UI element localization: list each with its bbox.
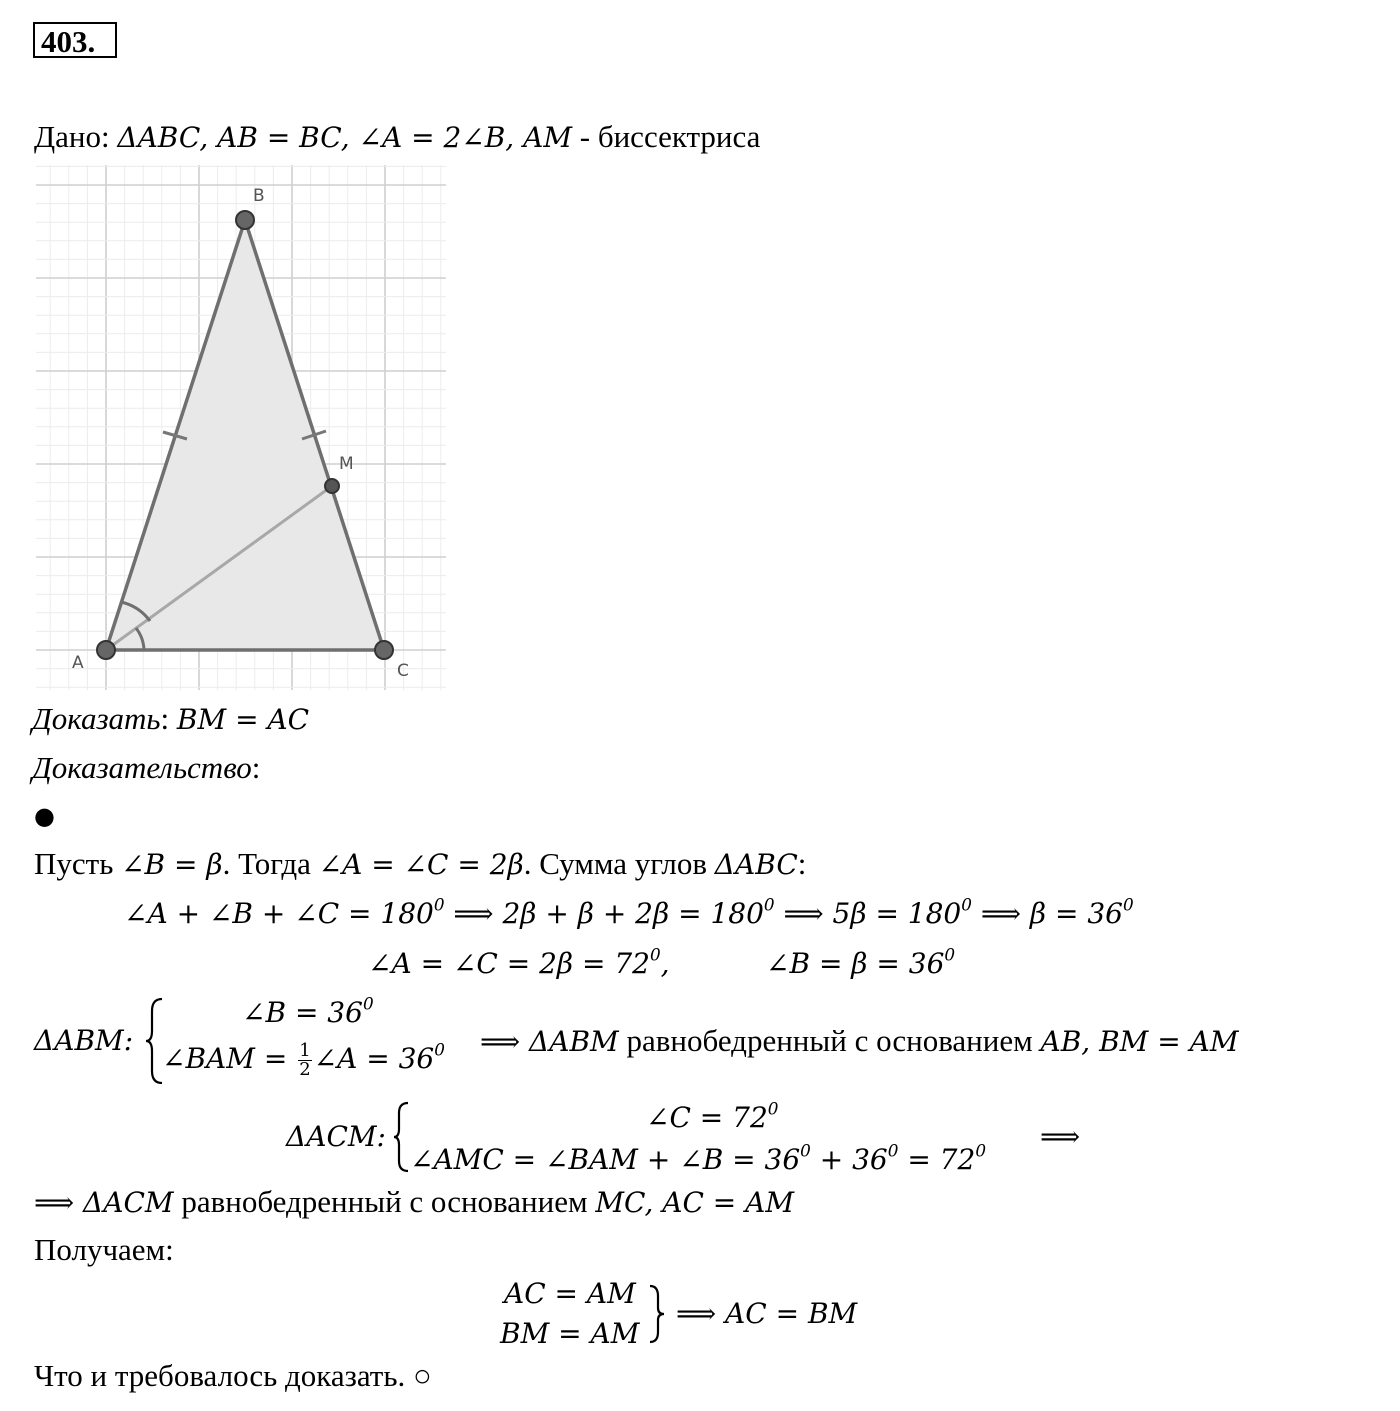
final-line1: AC = AM bbox=[504, 1277, 636, 1310]
eq1-deg-b: 0 bbox=[763, 894, 775, 915]
triangle-fill bbox=[106, 220, 384, 650]
abm-line1-text: ∠B = 36 bbox=[242, 996, 363, 1029]
proof-label: Доказательство bbox=[32, 750, 252, 785]
acm-label: ΔACM: bbox=[286, 1120, 386, 1153]
triangle-figure bbox=[36, 165, 446, 690]
final-result: ⟹ AC = BM bbox=[676, 1297, 858, 1330]
abm-label: ΔABM: bbox=[34, 1024, 134, 1057]
equation-angle-b bbox=[766, 946, 955, 982]
problem-number: 403. bbox=[33, 22, 117, 58]
label-m: M bbox=[339, 454, 354, 474]
eq2-comma: , bbox=[660, 947, 670, 980]
abm-line2-deg: 0 bbox=[434, 1039, 445, 1060]
eq1-part-d: ⟹ β = 36 bbox=[971, 897, 1123, 930]
eq1-deg-a: 0 bbox=[433, 894, 445, 915]
step1-math-1: ∠B = β bbox=[121, 848, 223, 881]
acm-line2-a: ∠AMC = ∠BAM + ∠B = 36 bbox=[410, 1143, 801, 1176]
step1-text-1: Пусть bbox=[34, 846, 122, 881]
abm-line2-a: ∠BAM = bbox=[162, 1042, 297, 1075]
prove-label: Доказать bbox=[32, 701, 161, 736]
acm-result-math-2: MC, AC = AM bbox=[595, 1186, 795, 1219]
acm-result-text: равнобедренный с основанием bbox=[173, 1184, 596, 1219]
given-suffix: - биссектриса bbox=[572, 119, 761, 154]
label-b: B bbox=[253, 186, 265, 206]
label-c: C bbox=[397, 661, 409, 681]
abm-text: равнобедренный с основанием bbox=[618, 1023, 1041, 1058]
proof-label-line: Доказательство: bbox=[32, 750, 261, 785]
abm-implies: ⟹ ΔABM bbox=[480, 1025, 619, 1058]
step1-line bbox=[34, 846, 806, 883]
eq1-part-c: ⟹ 5β = 180 bbox=[774, 897, 962, 930]
eq1-part-b: ⟹ 2β + β + 2β = 180 bbox=[444, 897, 764, 930]
acm-line2-c: = 72 bbox=[898, 1143, 976, 1176]
eq1-deg-d: 0 bbox=[1122, 894, 1134, 915]
abm-conclusion bbox=[480, 1023, 1239, 1060]
point-c bbox=[375, 641, 393, 659]
point-a bbox=[97, 641, 115, 659]
label-a: A bbox=[72, 653, 84, 673]
eq1-deg-c: 0 bbox=[961, 894, 972, 915]
abm-line1-deg: 0 bbox=[362, 993, 374, 1014]
eq2-deg-a: 0 bbox=[649, 944, 661, 965]
abm-fraction bbox=[298, 1042, 311, 1079]
step1-text-3: . Сумма углов bbox=[523, 846, 715, 881]
acm-line2-deg-a: 0 bbox=[800, 1140, 811, 1161]
abm-frac-den: 2 bbox=[299, 1059, 311, 1080]
point-m bbox=[325, 479, 339, 493]
prove-line: Доказать: BM = AC bbox=[32, 701, 310, 736]
step1-text-4: : bbox=[797, 846, 807, 881]
eq1-part-a: ∠A + ∠B + ∠C = 180 bbox=[124, 897, 434, 930]
acm-line1-text: ∠C = 72 bbox=[646, 1101, 768, 1134]
step1-text-2: . Тогда bbox=[222, 846, 319, 881]
prove-math: BM = AC bbox=[176, 703, 310, 736]
acm-line2-deg-c: 0 bbox=[975, 1140, 986, 1161]
eq2-part-c: ∠B = β = 36 bbox=[766, 947, 945, 980]
acm-line1 bbox=[646, 1100, 778, 1136]
point-b bbox=[236, 211, 254, 229]
given-line bbox=[34, 119, 760, 156]
abm-line2 bbox=[162, 1041, 445, 1079]
acm-result-math-1: ⟹ ΔACM bbox=[34, 1186, 174, 1219]
abm-frac-num: 1 bbox=[299, 1040, 311, 1061]
acm-implies: ⟹ bbox=[1040, 1120, 1081, 1153]
final-brace-icon bbox=[648, 1284, 664, 1344]
acm-result-line bbox=[34, 1184, 794, 1221]
equation-angle-sum bbox=[124, 896, 1134, 932]
abm-result: AB, BM = AM bbox=[1040, 1025, 1239, 1058]
acm-line2 bbox=[410, 1142, 986, 1178]
step1-math-3: ΔABC bbox=[714, 848, 798, 881]
given-label: Дано: bbox=[34, 119, 110, 154]
acm-line2-deg-b: 0 bbox=[887, 1140, 899, 1161]
eq2-part-a: ∠A = ∠C = 2β = 72 bbox=[368, 947, 650, 980]
acm-line1-deg: 0 bbox=[767, 1098, 779, 1119]
bullet: ● bbox=[34, 802, 55, 830]
given-math: ΔABC, AB = BC, ∠A = 2∠B, AM bbox=[117, 121, 572, 154]
acm-line2-b: + 36 bbox=[810, 1143, 888, 1176]
abm-line2-b: ∠A = 36 bbox=[313, 1042, 435, 1075]
final-line2: BM = AM bbox=[500, 1317, 640, 1350]
abm-line1 bbox=[242, 995, 374, 1031]
eq2-deg-c: 0 bbox=[944, 944, 956, 965]
obtain-label: Получаем: bbox=[34, 1232, 174, 1267]
step1-math-2: ∠A = ∠C = 2β bbox=[318, 848, 524, 881]
conclusion: Что и требовалось доказать. ○ bbox=[34, 1358, 432, 1393]
equation-angles bbox=[368, 946, 670, 982]
